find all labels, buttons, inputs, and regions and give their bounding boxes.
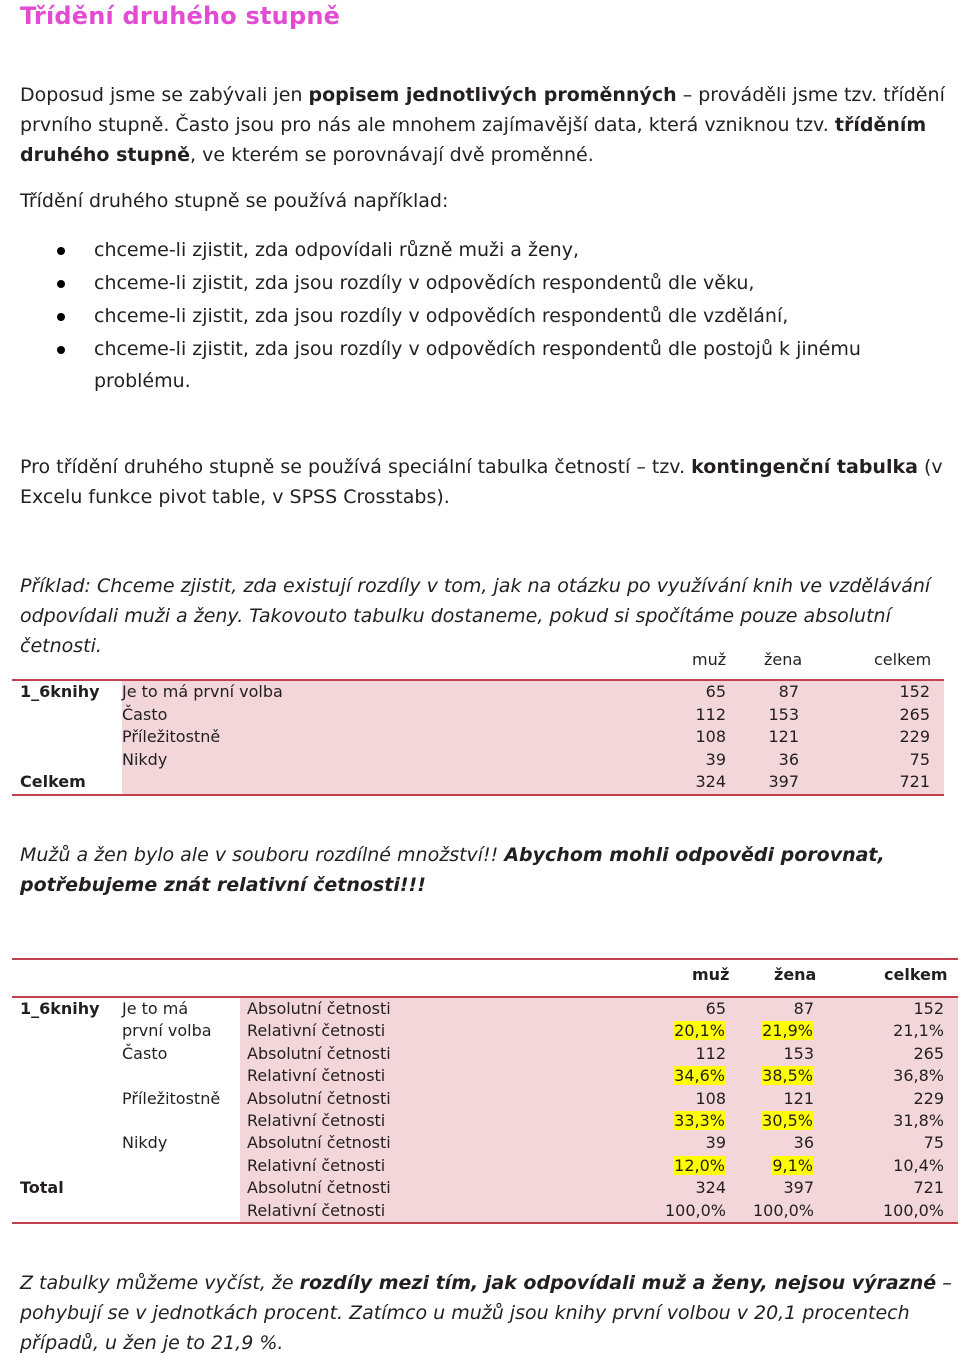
- col-header-muz: muž: [692, 965, 730, 984]
- category-label: Je to má: [122, 999, 189, 1018]
- col-header-celkem: celkem: [874, 650, 932, 669]
- list-item: [20, 300, 920, 333]
- cell-value: 152: [913, 999, 944, 1018]
- cell-zena: [740, 1110, 814, 1132]
- type-label: Absolutní četnosti: [247, 1133, 391, 1153]
- group-label: Total: [20, 1178, 64, 1198]
- cell-celkem: 265: [899, 704, 930, 724]
- bullet-icon: [57, 313, 65, 321]
- cell-muz: 108: [695, 727, 726, 746]
- cell-zena: 36: [778, 749, 799, 769]
- cell-zena: [740, 1020, 814, 1042]
- table-body: [12, 679, 944, 796]
- cell-muz: [652, 1110, 726, 1132]
- cell-celkem: [870, 1177, 944, 1199]
- cell-value: 721: [913, 1178, 944, 1198]
- cell-value: 34,6%: [674, 1066, 725, 1086]
- cell-celkem: [870, 998, 944, 1020]
- bullet-icon: [57, 280, 65, 288]
- cell-zena: [740, 1177, 814, 1199]
- usage-list: [20, 234, 920, 398]
- cell-value: 100,0%: [882, 1200, 944, 1220]
- col-header-celkem: celkem: [884, 965, 948, 984]
- cell-muz: [652, 1043, 726, 1065]
- list-item: [20, 267, 920, 300]
- cell-value: 100,0%: [752, 1200, 814, 1220]
- table-row: [12, 1177, 958, 1199]
- cell-muz: [652, 1088, 726, 1110]
- type-label: Relativní četnosti: [247, 1021, 386, 1041]
- cell-zena: [740, 998, 814, 1020]
- group-label: 1_6knihy: [20, 682, 100, 701]
- cell-value: 87: [793, 999, 814, 1018]
- row-label: Je to má první volba: [122, 682, 283, 701]
- table-row: [12, 1200, 958, 1222]
- cell-celkem: 75: [909, 749, 930, 769]
- table-row: [12, 1110, 958, 1132]
- cell-celkem: [870, 1155, 944, 1177]
- cell-value: 100,0%: [664, 1200, 726, 1220]
- cell-value: 38,5%: [762, 1066, 813, 1086]
- cell-value: 153: [783, 1043, 814, 1063]
- cell-muz: 39: [705, 749, 726, 769]
- type-label: Absolutní četnosti: [247, 1178, 391, 1198]
- table-row: [12, 1155, 958, 1177]
- cell-celkem: [870, 1065, 944, 1087]
- relative-frequency-table: [12, 958, 958, 1224]
- cell-value: 265: [913, 1043, 944, 1063]
- group-label: 1_6knihy: [20, 999, 100, 1018]
- list-item: [20, 234, 920, 267]
- category-label: první volba: [122, 1021, 212, 1041]
- table-row: [12, 1088, 958, 1110]
- cell-value: 108: [695, 1088, 726, 1108]
- cell-value: 397: [783, 1178, 814, 1198]
- type-label: Relativní četnosti: [247, 1200, 386, 1220]
- list-item-text: chceme-li zjistit, zda odpovídali různě muži a ženy,: [94, 239, 579, 261]
- cell-value: 39: [705, 1133, 726, 1153]
- table-row: [12, 1132, 958, 1154]
- cell-value: 112: [695, 1043, 726, 1063]
- category-label: Nikdy: [122, 1133, 168, 1153]
- category-label: Příležitostně: [122, 1088, 221, 1108]
- cell-value: 31,8%: [893, 1110, 944, 1130]
- cell-muz: [652, 1020, 726, 1042]
- cell-value: 33,3%: [674, 1110, 725, 1130]
- table-row: [12, 749, 944, 772]
- intro-paragraph: Doposud jsme se zabývali jen popisem jednotlivých proměnných – prováděli jsme tzv. třídění prvního stupně. Často jsou pro nás ale mnohem zajímavější data, která vzniknou tzv. tříděním druhého stupně, ve kterém se porovnávají dvě proměnné.: [20, 84, 945, 166]
- cell-value: 36: [793, 1133, 814, 1153]
- table-body: [12, 996, 958, 1224]
- cell-value: 121: [783, 1088, 814, 1108]
- list-item: [20, 333, 920, 398]
- cell-celkem: 229: [899, 727, 930, 746]
- example-paragraph: Příklad: Chceme zjistit, zda existují rozdíly v tom, jak na otázku po využívání knih ve vzdělávání odpovídali muži a ženy. Takovouto tabulku dostaneme, pokud si spočítáme pouze absolutní četnosti.: [20, 575, 931, 657]
- table-row: [12, 726, 944, 749]
- table-header: [12, 958, 958, 996]
- cell-celkem: [870, 1020, 944, 1042]
- row-label: Příležitostně: [122, 727, 221, 746]
- row-label: Často: [122, 704, 168, 724]
- cell-value: 21,9%: [762, 1021, 813, 1041]
- cell-value: 9,1%: [772, 1155, 813, 1175]
- table-row: [12, 704, 944, 727]
- cell-muz: 324: [695, 772, 726, 791]
- conclusion-paragraph: Z tabulky můžeme vyčíst, že rozdíly mezi tím, jak odpovídali muž a ženy, nejsou výrazné – pohybují se v jednotkách procent. Zatímco u mužů jsou knihy první volbou v 20,1 procentech případů, u žen je to 21,9 %.: [20, 1272, 952, 1354]
- cell-value: 21,1%: [893, 1021, 944, 1041]
- cell-zena: [740, 1088, 814, 1110]
- col-header-zena: žena: [764, 650, 803, 669]
- cell-zena: 87: [778, 682, 799, 701]
- cell-muz: [652, 1132, 726, 1154]
- cell-value: 65: [705, 999, 726, 1018]
- cell-celkem: [870, 1200, 944, 1222]
- page-title: Třídění druhého stupně: [20, 2, 341, 30]
- cell-zena: [740, 1043, 814, 1065]
- table-row: [12, 998, 958, 1020]
- cell-muz: [652, 998, 726, 1020]
- table-row: [12, 681, 944, 704]
- cell-value: 229: [913, 1088, 944, 1108]
- cell-value: 324: [695, 1178, 726, 1198]
- total-label: Celkem: [20, 772, 86, 791]
- col-header-zena: žena: [774, 965, 817, 984]
- cell-value: 20,1%: [674, 1021, 725, 1041]
- cell-celkem: 152: [899, 682, 930, 701]
- cell-zena: [740, 1065, 814, 1087]
- bullets-lead: Třídění druhého stupně se používá například:: [20, 190, 449, 212]
- row-label: Nikdy: [122, 749, 168, 769]
- cell-value: 12,0%: [674, 1155, 725, 1175]
- cell-value: 75: [923, 1133, 944, 1153]
- cell-value: 36,8%: [893, 1066, 944, 1086]
- table-header: [12, 645, 944, 679]
- total-row: [12, 771, 944, 794]
- cell-zena: 397: [768, 772, 799, 791]
- warning-paragraph: Mužů a žen bylo ale v souboru rozdílné množství!! Abychom mohli odpovědi porovnat, potřebujeme znát relativní četnosti!!!: [20, 844, 885, 896]
- type-label: Absolutní četnosti: [247, 1043, 391, 1063]
- cell-zena: [740, 1132, 814, 1154]
- type-label: Absolutní četnosti: [247, 1088, 391, 1108]
- cell-celkem: 721: [899, 772, 930, 791]
- table-row: [12, 1020, 958, 1042]
- bullet-icon: [57, 247, 65, 255]
- type-label: Relativní četnosti: [247, 1066, 386, 1086]
- cell-value: 30,5%: [762, 1110, 813, 1130]
- list-item-text: chceme-li zjistit, zda jsou rozdíly v odpovědích respondentů dle postojů k jinému problému.: [94, 338, 861, 392]
- cell-celkem: [870, 1110, 944, 1132]
- kontingence-paragraph: Pro třídění druhého stupně se používá speciální tabulka četností – tzv. kontingenční tabulka (v Excelu funkce pivot table, v SPSS Crosstabs).: [20, 456, 943, 508]
- cell-zena: [740, 1200, 814, 1222]
- cell-celkem: [870, 1088, 944, 1110]
- bullet-icon: [57, 346, 65, 354]
- list-item-text: chceme-li zjistit, zda jsou rozdíly v odpovědích respondentů dle vzdělání,: [94, 305, 789, 327]
- category-label: Často: [122, 1043, 168, 1063]
- cell-zena: 153: [768, 704, 799, 724]
- cell-celkem: [870, 1043, 944, 1065]
- cell-muz: [652, 1155, 726, 1177]
- cell-celkem: [870, 1132, 944, 1154]
- cell-muz: [652, 1177, 726, 1199]
- list-item-text: chceme-li zjistit, zda jsou rozdíly v odpovědích respondentů dle věku,: [94, 272, 755, 294]
- absolute-frequency-table: [12, 645, 944, 796]
- cell-muz: [652, 1065, 726, 1087]
- cell-zena: 121: [768, 727, 799, 746]
- cell-zena: [740, 1155, 814, 1177]
- type-label: Absolutní četnosti: [247, 999, 391, 1018]
- cell-muz: 65: [705, 682, 726, 701]
- col-header-muz: muž: [692, 650, 727, 669]
- type-label: Relativní četnosti: [247, 1155, 386, 1175]
- cell-value: 10,4%: [893, 1155, 944, 1175]
- type-label: Relativní četnosti: [247, 1110, 386, 1130]
- cell-muz: 112: [695, 704, 726, 724]
- cell-muz: [652, 1200, 726, 1222]
- table-row: [12, 1043, 958, 1065]
- table-row: [12, 1065, 958, 1087]
